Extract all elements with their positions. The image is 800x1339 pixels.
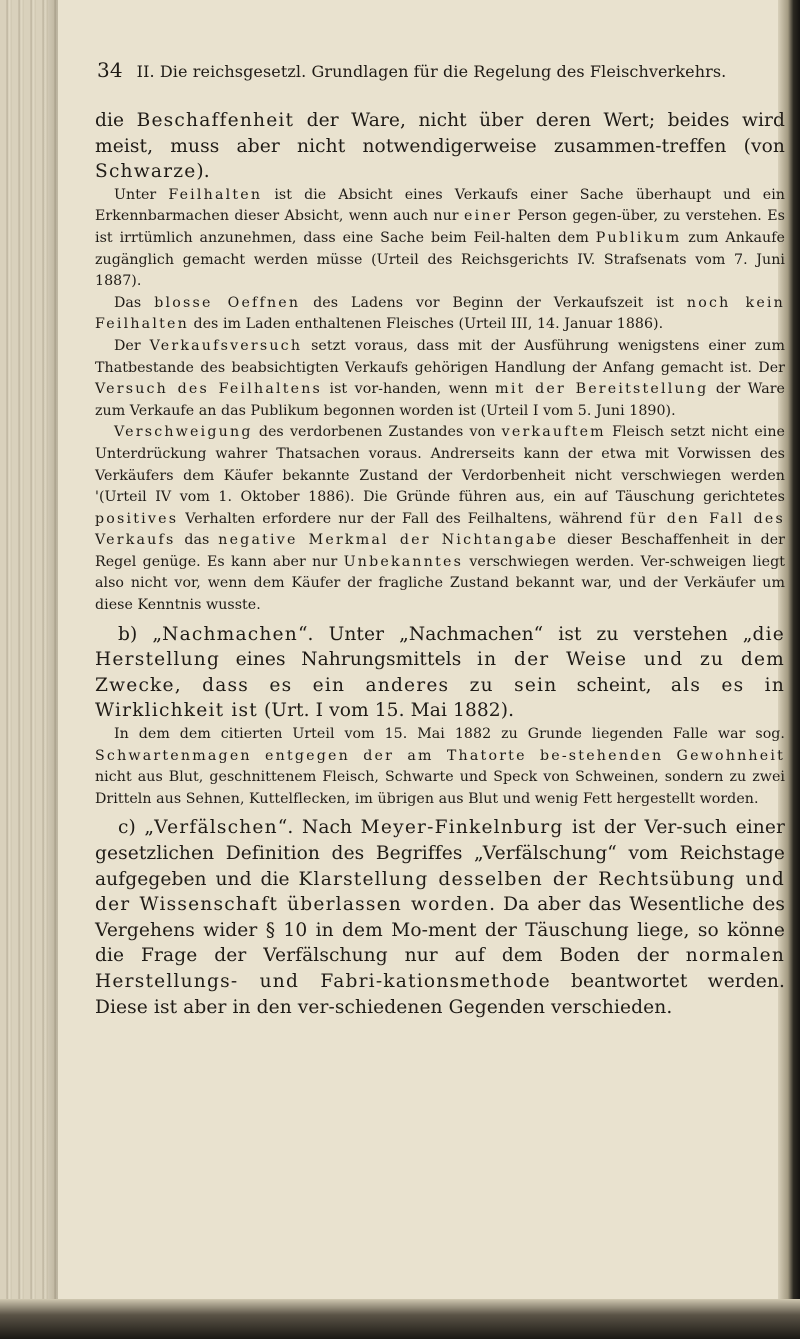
page-number: 34 (97, 58, 123, 82)
spaced-emphasis-text: verkauftem (501, 424, 606, 441)
text-run: Verhalten erfordere nur der Fall des Feilhaltens, während (178, 510, 630, 527)
text-run: “. Unter „Nachmachen“ ist zu verstehen „ (297, 623, 753, 645)
text-run: b) „ (118, 623, 163, 645)
paragraph-verschweigung (95, 422, 785, 616)
spaced-emphasis-text: Beschaffenheit (136, 110, 295, 131)
spaced-emphasis-text: Unbekanntes (343, 553, 464, 570)
spaced-emphasis-text: blosse Oeffnen (154, 294, 301, 311)
text-run: ist vor-handen, wenn (322, 381, 496, 398)
text-run: der Ware, nicht über deren Wert; beides wird meist, muss aber nicht notwendigerweise zusammen-treffen (von (95, 110, 786, 157)
paragraph-beschaffenheit (95, 108, 785, 185)
text-run: verschwiegen werden. Ver-schweigen liegt also nicht vor, wenn dem Käufer der fragliche Zustand bekannt war, und der Verkäufer um diese Kenntnis wusste. (95, 553, 785, 614)
text-run: beantwortet werden. Diese ist aber in den ver-schiedenen Gegenden verschieden. (95, 970, 785, 1018)
paragraph-nachmachen (95, 622, 785, 724)
paragraph-verfaelschen (95, 815, 785, 1020)
text-run: “. Nach (277, 817, 361, 839)
paragraph-verkaufsversuch (95, 336, 785, 422)
text-run: Person gegen-über, zu verstehen. Es ist irrtümlich anzunehmen, dass eine Sache beim Feil-halten dem (95, 208, 785, 246)
spaced-emphasis-text: Klarstellung desselben der Rechtsübung und der Wissenschaft überlassen worden (95, 868, 785, 916)
text-run: setzt voraus, dass mit der Ausführung wenigstens einer zum Thatbestande des beabsichtigten Verkaufs gehörigen Handlung der Anfang gemacht ist. Der (95, 337, 785, 376)
scan-bottom-edge (0, 1299, 800, 1339)
text-run: ). (196, 161, 210, 183)
spaced-emphasis-text: Publikum (595, 229, 682, 246)
spaced-emphasis-text: Feilhalten (168, 186, 263, 203)
spaced-emphasis-text: Verkaufsversuch (149, 337, 303, 354)
spaced-emphasis-text: einer (464, 208, 513, 225)
text-run: ist der Ver-such einer gesetzlichen Definition des Begriffes „Verfälschung“ vom Reichstage aufgegeben und die (95, 817, 785, 890)
chapter-title: II. Die reichsgesetzl. Grundlagen für die Regelung des Fleischverkehrs. (136, 62, 727, 81)
spaced-emphasis-text: die Herstellung (95, 623, 785, 671)
spaced-emphasis-text: Verschweigung (114, 424, 253, 441)
text-run: . Da aber das Wesentliche des Vergehens wider § 10 in dem Mo-ment der Täuschung liege, so könne die Frage der Verfälschung nur auf dem Boden der (95, 894, 786, 967)
text-run: die (95, 110, 137, 131)
text-run: c) „ (118, 817, 155, 839)
spaced-emphasis-text: als es in Wirklichkeit ist (95, 674, 785, 722)
text-run: des verdorbenen Zustandes von (252, 424, 502, 441)
text-run: In dem dem citierten Urteil vom 15. Mai 1882 zu Grunde liegenden Falle war sog. (114, 726, 785, 743)
text-run: das (175, 532, 219, 549)
text-run: ist die Absicht eines Verkaufs einer Sache überhaupt und ein Erkennbarmachen dieser Absicht, wenn auch nur (95, 186, 785, 225)
spaced-emphasis-text: Schwartenmagen entgegen der am Thatorte be-stehenden Gewohnheit (95, 747, 785, 764)
spaced-emphasis-text: Versuch des Feilhaltens (95, 381, 323, 398)
paragraph-feilhalten (95, 185, 785, 293)
text-run: nicht aus Blut, geschnittenem Fleisch, Schwarte und Speck von Schweinen, sondern zu zwei Dritteln aus Sehnen, Kuttelflecken, im übrigen aus Blut und wenig Fett hergestellt worden. (95, 769, 785, 807)
text-run: Der (114, 337, 150, 354)
text-run: Unter (114, 186, 169, 203)
spaced-emphasis-text: positives (95, 510, 179, 527)
paragraph-schwartenmagen (95, 724, 785, 810)
spaced-emphasis-text: mit der Bereitstellung (495, 381, 709, 398)
spaced-emphasis-text: in der Weise und zu dem Zwecke, dass es ein anderes zu sein (95, 649, 786, 696)
text-run: des Ladens vor Beginn der Verkaufszeit ist (300, 294, 687, 311)
spaced-emphasis-text: für den Fall des Verkaufs (95, 510, 785, 549)
text-run: dieser Beschaffenheit in der Regel genüge. Es kann aber nur (95, 532, 785, 570)
spaced-emphasis-text: negative Merkmal der Nichtangabe (218, 532, 559, 549)
spaced-emphasis-text: Nachmachen (162, 623, 298, 645)
paragraph-oeffnen (95, 293, 785, 336)
text-run: Fleisch setzt nicht eine Unterdrückung wahrer Thatsachen voraus. Andrerseits kann der etwa mit Vorwissen des Verkäufers dem Käufer bekannte Zustand der Verdorbenheit nicht verschwiegen werden '(Urteil IV vom 1. Oktober 1886). Die Gründe führen aus, ein auf Täuschung gerichtetes (95, 424, 786, 506)
text-run: des im Laden enthaltenen Fleisches (Urteil III, 14. Januar 1886). (188, 316, 664, 333)
spaced-emphasis-text: Meyer-Finkelnburg (360, 817, 564, 839)
text-run: scheint, (557, 674, 671, 696)
text-run: eines Nahrungsmittels (220, 649, 477, 671)
text-run: zum Ankaufe zugänglich gemacht werden müsse (Urteil des Reichsgerichts IV. Strafsenats vom 7. Juni 1887). (95, 229, 785, 290)
spaced-emphasis-text: noch kein Feilhalten (95, 294, 785, 333)
spaced-emphasis-text: Verfälschen (154, 817, 278, 839)
spaced-emphasis-text: normalen Herstellungs- und Fabri-kationsmethode (95, 945, 785, 992)
text-run: Das (114, 294, 155, 311)
running-head (95, 58, 785, 82)
text-run: der Ware zum Verkaufe an das Publikum begonnen worden ist (Urteil I vom 5. Juni 1890). (95, 381, 785, 419)
spaced-emphasis-text: Schwarze (95, 161, 197, 183)
text-run: (Urt. I vom 15. Mai 1882). (257, 700, 515, 722)
book-page (95, 58, 785, 1020)
scan-left-edge (0, 0, 58, 1339)
